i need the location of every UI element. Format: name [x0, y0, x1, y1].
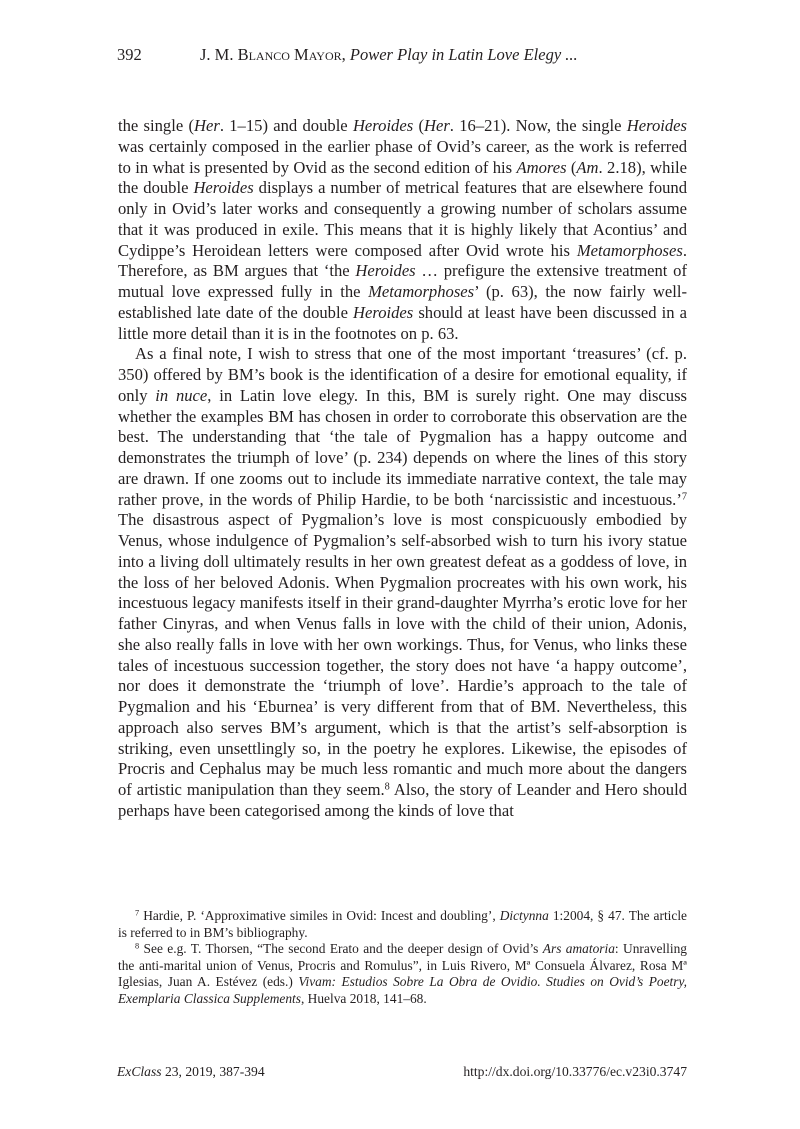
italic-text: Dictynna	[499, 908, 549, 923]
italic-text: Metamorphoses	[576, 240, 683, 260]
footnote-ref[interactable]: 8	[384, 781, 390, 793]
italic-text: Amores	[516, 157, 567, 177]
journal-volume-pages: 23, 2019, 387-394	[161, 1064, 265, 1079]
footnote-number: 8	[135, 941, 140, 951]
italic-text: Her	[194, 116, 220, 135]
text-run: The disastrous aspect of Pygmalion’s love is most conspicuously embodied by Venus, whose indulgence of Pygmalion’s self-absorbed wish to turn his ivory statue into a living doll ultimately results in her own greatest defeat as a goddess of love, in the loss of her beloved Adonis. When Pygmalion procreates with his own work, his incestuous legacy manifests itself in their grand-daughter Myrrha’s erotic love for her father Cinyras, and when Venus falls in love with the child of their union, Adonis, she also really falls in love with her own workings. Thus, for Venus, who links these tales of incestuous succession together, the story does not have ‘a happy outcome’, nor does it demonstrate the ‘triumph of love’. Hardie’s approach to the tale of Pygmalion and his ‘Eburnea’ is very different from that of BM. Nevertheless, this approach also serves BM’s argument, which is that the artist’s self-absorption is striking, even unsettlingly so, in the poetry he explores. Likewise, the episodes of Procris and Cephalus may be much less romantic and much more about the dangers of artistic manipulation than they seem.	[118, 510, 687, 799]
italic-text: Her	[423, 116, 450, 135]
text-run: (	[566, 157, 577, 177]
text-run: was certainly composed in the earlier phase of Ovid’s career, as the work is referred to in what is presented by Ovid as the second edition of his	[118, 136, 687, 177]
doi-link[interactable]: http://dx.doi.org/10.33776/ec.v23i0.3747	[463, 1064, 687, 1079]
text-run: , Huelva 2018, 141–68.	[300, 990, 427, 1006]
italic-text: Heroides	[353, 302, 414, 322]
text-run: . 16–21). Now, the single	[449, 116, 627, 135]
paragraph-2	[118, 344, 687, 821]
header-separator: ,	[341, 45, 350, 64]
footnote-number: 7	[135, 908, 140, 918]
italic-text: Heroides	[355, 261, 416, 281]
text-run: . 2.18), while the double	[118, 157, 687, 198]
text-run: Also, the story of Leander and Hero should perhaps have been categorised among the kinds of love that	[118, 780, 687, 820]
running-head	[117, 44, 687, 66]
italic-text: Heroides	[193, 178, 254, 198]
text-run: (	[413, 116, 424, 135]
text-run: the single (	[118, 116, 195, 135]
text-run: See e.g. T. Thorsen, “The second Erato and the deeper design of Ovid’s	[139, 941, 543, 957]
text-run: . 1–15) and double	[219, 116, 353, 135]
text-run: … prefigure the extensive treatment of mutual love expressed fully in the	[118, 261, 687, 301]
author-surname: Blanco Mayor	[237, 45, 342, 64]
paragraph-1	[118, 116, 687, 344]
text-run: , in Latin love elegy. In this, BM is surely right. One may discuss whether the examples BM has chosen in order to corroborate this observation are the best. The understanding that ‘the tale of Pygmalion has a happy outcome and demonstrates the triumph of love’ (p. 234) depends on where the lines of this story are drawn. If one zooms out to include its immediate narrative context, the tale may rather prove, in the words of Philip Hardie, to be both ‘narcissistic and incestuous.’	[118, 385, 687, 509]
text-run: displays a number of metrical features that are elsewhere found only in Ovid’s later works and consequently a growing number of scholars assume that it was produced in exile. This means that it is highly likely that Acontius’ and Cydippe’s Heroidean letters were composed after Ovid wrote his	[118, 178, 688, 260]
journal-name: ExClass	[117, 1064, 162, 1079]
italic-text: Heroides	[352, 116, 414, 135]
italic-text: Metamorphoses	[368, 282, 475, 301]
text-run: 1:2004, § 47. The article is referred to in BM’s bibliography.	[118, 908, 687, 940]
footnote-7	[118, 908, 687, 941]
page-number: 392	[117, 45, 142, 64]
footnote-8	[118, 941, 687, 1007]
author-initials: J. M.	[200, 45, 238, 64]
book-title: Power Play in Latin Love Elegy ...	[349, 45, 578, 64]
text-run: : Unravelling the anti-marital union of Venus, Procris and Romulus”, in Luis Rivero, Mª Consuela Álvarez, Rosa Mª Iglesias, Juan A. Estévez (eds.)	[118, 941, 687, 990]
italic-text: Ars amatoria	[542, 941, 615, 957]
italic-text: Heroides	[626, 116, 687, 135]
text-run: Hardie, P. ‘Approximative similes in Ovid: Incest and doubling’,	[139, 908, 500, 923]
footnotes	[118, 908, 687, 1008]
body-text	[118, 116, 687, 822]
italic-text: in nuce	[155, 385, 208, 405]
text-run: As a final note, I wish to stress that one of the most important ‘treasures’ (cf. p. 350) offered by BM’s book is the identification of a desire for emotional equality, if only	[118, 344, 687, 405]
page-footer	[117, 1063, 687, 1081]
journal-citation	[117, 1063, 265, 1081]
text-run: should at least have been discussed in a little more detail than it is in the footnotes on p. 63.	[118, 302, 688, 343]
text-run: ’ (p. 63), the now fairly well-established late date of the double	[118, 282, 687, 322]
italic-text: Vivam: Estudios Sobre La Obra de Ovidio. Studies on Ovid’s Poetry, Exemplaria Classica Supplements	[118, 974, 687, 1006]
italic-text: Am	[576, 157, 599, 177]
text-run: . Therefore, as BM argues that ‘the	[118, 240, 687, 281]
footnote-ref[interactable]: 7	[681, 490, 687, 502]
